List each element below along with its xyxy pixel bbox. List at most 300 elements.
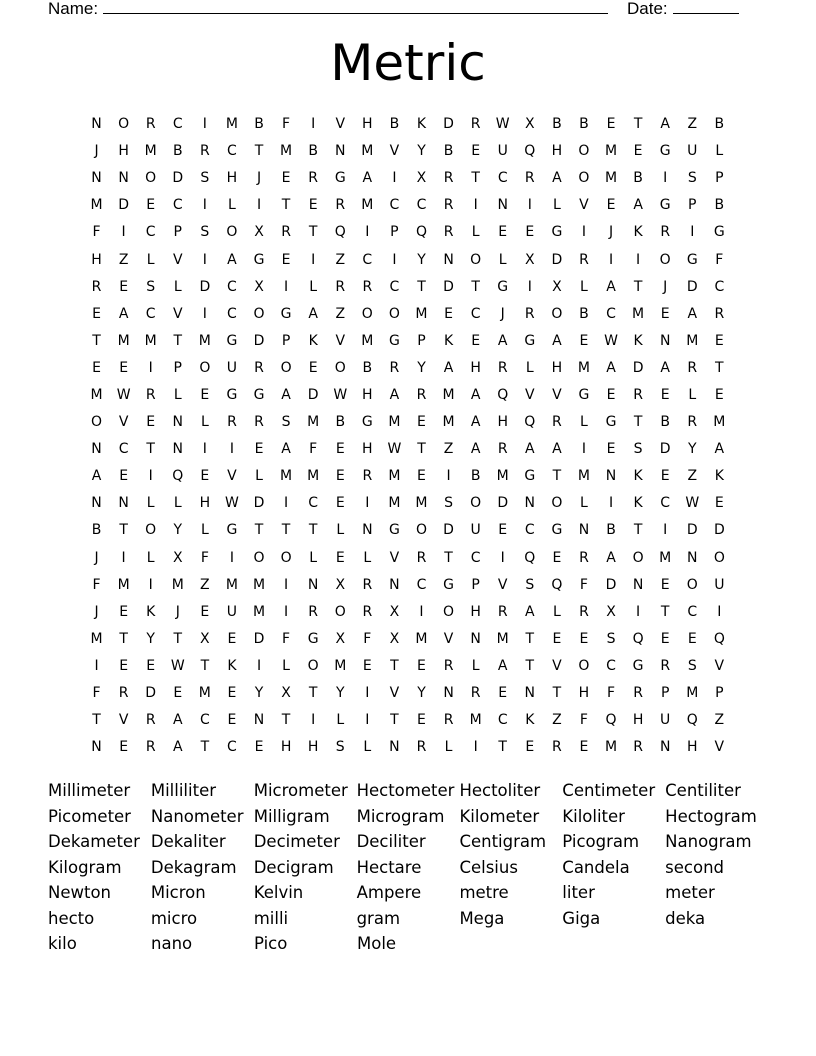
grid-letter[interactable]: N — [91, 495, 102, 512]
grid-letter[interactable]: R — [145, 386, 156, 403]
grid-letter[interactable]: L — [580, 414, 588, 431]
grid-letter[interactable]: X — [172, 549, 183, 566]
grid-letter[interactable]: E — [227, 630, 237, 647]
grid-letter[interactable]: L — [309, 549, 318, 566]
grid-letter[interactable]: M — [388, 468, 401, 485]
grid-letter[interactable]: A — [227, 251, 237, 268]
grid-letter[interactable]: E — [417, 414, 426, 431]
grid-letter[interactable]: B — [552, 116, 562, 133]
grid-letter[interactable]: N — [91, 441, 102, 458]
grid-letter[interactable]: L — [580, 278, 588, 295]
grid-letter[interactable]: R — [308, 603, 319, 620]
grid-letter[interactable]: R — [497, 441, 508, 458]
grid-letter[interactable]: E — [714, 332, 724, 349]
grid-letter[interactable]: V — [172, 305, 183, 322]
grid-letter[interactable]: L — [146, 495, 155, 512]
grid-letter[interactable]: R — [579, 549, 589, 566]
grid-letter[interactable]: A — [606, 359, 616, 376]
grid-letter[interactable]: R — [579, 251, 589, 268]
grid-letter[interactable]: O — [280, 359, 292, 376]
grid-letter[interactable]: M — [686, 332, 699, 349]
grid-letter[interactable]: B — [335, 414, 346, 431]
grid-letter[interactable]: L — [525, 359, 534, 376]
grid-letter[interactable]: A — [497, 332, 508, 349]
grid-letter[interactable]: I — [663, 522, 668, 539]
grid-letter[interactable]: T — [254, 522, 264, 539]
grid-letter[interactable]: R — [335, 278, 346, 295]
grid-letter[interactable]: I — [365, 224, 370, 241]
grid-letter[interactable]: N — [307, 576, 319, 593]
grid-letter[interactable]: A — [172, 712, 183, 729]
grid-letter[interactable]: R — [687, 359, 698, 376]
grid-letter[interactable]: E — [417, 712, 426, 729]
grid-letter[interactable]: N — [172, 414, 184, 431]
grid-letter[interactable]: F — [579, 576, 588, 593]
grid-letter[interactable]: D — [443, 278, 454, 295]
grid-letter[interactable]: M — [90, 386, 103, 403]
grid-letter[interactable]: L — [498, 251, 507, 268]
grid-letter[interactable]: M — [713, 414, 726, 431]
grid-letter[interactable]: I — [202, 197, 207, 214]
grid-letter[interactable]: L — [255, 468, 263, 485]
grid-letter[interactable]: E — [444, 305, 453, 322]
grid-letter[interactable]: E — [660, 576, 670, 593]
grid-letter[interactable]: A — [606, 549, 616, 566]
grid-letter[interactable]: R — [145, 739, 156, 756]
grid-letter[interactable]: E — [660, 468, 670, 485]
grid-letter[interactable]: D — [172, 170, 184, 187]
grid-letter[interactable]: N — [389, 576, 400, 593]
grid-letter[interactable]: L — [363, 549, 372, 566]
grid-letter[interactable]: T — [390, 657, 399, 674]
grid-letter[interactable]: W — [495, 116, 510, 133]
grid-letter[interactable]: E — [146, 657, 156, 674]
grid-letter[interactable]: D — [551, 251, 563, 268]
grid-letter[interactable]: M — [442, 414, 455, 431]
grid-letter[interactable]: W — [604, 332, 618, 349]
grid-letter[interactable]: E — [525, 739, 535, 756]
grid-letter[interactable]: E — [308, 359, 318, 376]
grid-letter[interactable]: L — [309, 278, 318, 295]
grid-letter[interactable]: T — [200, 739, 210, 756]
grid-letter[interactable]: T — [633, 522, 643, 539]
grid-letter[interactable]: H — [551, 359, 563, 376]
grid-letter[interactable]: L — [282, 657, 290, 674]
grid-letter[interactable]: A — [633, 197, 643, 214]
grid-letter[interactable]: L — [444, 739, 453, 756]
grid-letter[interactable]: Y — [417, 685, 426, 702]
grid-letter[interactable]: P — [390, 224, 399, 241]
grid-letter[interactable]: Y — [254, 685, 264, 702]
grid-letter[interactable]: D — [686, 278, 698, 295]
grid-letter[interactable]: I — [473, 197, 478, 214]
grid-letter[interactable]: A — [660, 359, 670, 376]
grid-letter[interactable]: E — [200, 386, 210, 403]
grid-letter[interactable]: Z — [335, 305, 346, 322]
grid-letter[interactable]: S — [444, 495, 453, 512]
grid-letter[interactable]: N — [91, 170, 102, 187]
grid-letter[interactable]: O — [334, 603, 346, 620]
grid-letter[interactable]: R — [281, 224, 291, 241]
grid-letter[interactable]: M — [388, 414, 401, 431]
grid-letter[interactable]: T — [254, 143, 264, 160]
grid-letter[interactable]: M — [415, 495, 428, 512]
grid-letter[interactable]: E — [579, 332, 589, 349]
grid-letter[interactable]: T — [173, 332, 183, 349]
grid-letter[interactable]: K — [443, 332, 454, 349]
grid-letter[interactable]: J — [94, 603, 99, 620]
grid-letter[interactable]: O — [470, 251, 482, 268]
grid-letter[interactable]: N — [443, 685, 454, 702]
grid-letter[interactable]: O — [334, 359, 346, 376]
grid-letter[interactable]: D — [497, 495, 509, 512]
grid-letter[interactable]: R — [552, 414, 562, 431]
grid-letter[interactable]: E — [714, 495, 724, 512]
grid-letter[interactable]: H — [632, 712, 644, 729]
grid-letter[interactable]: Q — [713, 630, 725, 647]
grid-letter[interactable]: L — [715, 143, 724, 160]
grid-letter[interactable]: C — [227, 305, 237, 322]
grid-letter[interactable]: B — [633, 170, 643, 187]
grid-letter[interactable]: R — [416, 739, 427, 756]
grid-letter[interactable]: R — [552, 739, 562, 756]
grid-letter[interactable]: C — [714, 278, 725, 295]
grid-letter[interactable]: P — [688, 197, 697, 214]
grid-letter[interactable]: I — [419, 603, 424, 620]
grid-letter[interactable]: I — [256, 657, 262, 674]
grid-letter[interactable]: C — [497, 712, 508, 729]
grid-letter[interactable]: R — [199, 143, 210, 160]
grid-letter[interactable]: H — [307, 739, 319, 756]
grid-letter[interactable]: I — [500, 549, 505, 566]
grid-letter[interactable]: J — [175, 603, 180, 620]
grid-letter[interactable]: C — [470, 305, 481, 322]
grid-letter[interactable]: C — [416, 197, 427, 214]
grid-letter[interactable]: M — [496, 630, 509, 647]
grid-letter[interactable]: M — [307, 468, 320, 485]
grid-letter[interactable]: T — [471, 278, 480, 295]
grid-letter[interactable]: E — [498, 522, 508, 539]
grid-letter[interactable]: M — [225, 116, 238, 133]
grid-letter[interactable]: B — [714, 197, 725, 214]
grid-letter[interactable]: R — [254, 414, 264, 431]
grid-letter[interactable]: I — [527, 197, 532, 214]
grid-letter[interactable]: I — [663, 170, 668, 187]
grid-letter[interactable]: C — [470, 549, 481, 566]
grid-letter[interactable]: U — [497, 143, 508, 160]
grid-letter[interactable]: E — [579, 630, 589, 647]
grid-letter[interactable]: T — [390, 712, 399, 729]
grid-letter[interactable]: M — [117, 332, 130, 349]
grid-letter[interactable]: A — [470, 441, 481, 458]
grid-letter[interactable]: Z — [118, 251, 129, 268]
grid-letter[interactable]: R — [145, 712, 156, 729]
grid-letter[interactable]: X — [416, 170, 427, 187]
grid-letter[interactable]: O — [632, 549, 644, 566]
grid-letter[interactable]: T — [715, 359, 724, 376]
grid-letter[interactable]: O — [118, 116, 130, 133]
grid-letter[interactable]: U — [660, 712, 671, 729]
grid-letter[interactable]: I — [229, 441, 234, 458]
grid-letter[interactable]: C — [497, 170, 508, 187]
grid-letter[interactable]: K — [308, 332, 318, 349]
grid-letter[interactable]: E — [335, 495, 345, 512]
grid-letter[interactable]: S — [200, 170, 210, 187]
grid-letter[interactable]: V — [714, 657, 725, 674]
grid-letter[interactable]: G — [659, 143, 671, 160]
grid-letter[interactable]: C — [227, 278, 237, 295]
grid-letter[interactable]: A — [714, 441, 725, 458]
grid-letter[interactable]: E — [281, 170, 291, 187]
grid-letter[interactable]: O — [253, 305, 265, 322]
grid-letter[interactable]: H — [362, 386, 373, 403]
grid-letter[interactable]: E — [335, 441, 345, 458]
grid-letter[interactable]: E — [660, 305, 670, 322]
grid-letter[interactable]: B — [254, 116, 264, 133]
grid-letter[interactable]: G — [578, 386, 590, 403]
grid-letter[interactable]: T — [308, 522, 318, 539]
grid-letter[interactable]: N — [687, 549, 698, 566]
grid-letter[interactable]: Y — [417, 143, 426, 160]
grid-letter[interactable]: R — [714, 305, 725, 322]
grid-letter[interactable]: V — [579, 197, 589, 214]
grid-letter[interactable]: B — [660, 414, 670, 431]
grid-letter[interactable]: R — [633, 685, 643, 702]
grid-letter[interactable]: H — [470, 359, 481, 376]
grid-letter[interactable]: R — [145, 116, 156, 133]
grid-letter[interactable]: M — [307, 414, 320, 431]
grid-letter[interactable]: A — [687, 305, 698, 322]
grid-letter[interactable]: N — [172, 441, 184, 458]
grid-letter[interactable]: I — [284, 603, 289, 620]
grid-letter[interactable]: X — [254, 224, 264, 241]
grid-letter[interactable]: D — [145, 685, 157, 702]
grid-letter[interactable]: R — [633, 739, 643, 756]
grid-letter[interactable]: C — [660, 495, 671, 512]
grid-letter[interactable]: V — [335, 332, 346, 349]
grid-letter[interactable]: Q — [415, 224, 427, 241]
grid-letter[interactable]: Y — [335, 685, 345, 702]
grid-letter[interactable]: E — [660, 386, 670, 403]
grid-letter[interactable]: F — [200, 549, 209, 566]
grid-letter[interactable]: I — [365, 685, 370, 702]
grid-letter[interactable]: M — [90, 630, 103, 647]
grid-letter[interactable]: M — [144, 332, 157, 349]
grid-letter[interactable]: I — [284, 495, 289, 512]
grid-letter[interactable]: P — [715, 685, 724, 702]
grid-letter[interactable]: M — [171, 576, 184, 593]
grid-letter[interactable]: H — [362, 116, 373, 133]
grid-letter[interactable]: O — [226, 224, 238, 241]
grid-letter[interactable]: Z — [714, 712, 725, 729]
grid-letter[interactable]: X — [389, 630, 400, 647]
grid-letter[interactable]: M — [361, 143, 374, 160]
grid-letter[interactable]: C — [145, 224, 156, 241]
grid-letter[interactable]: E — [119, 468, 129, 485]
grid-letter[interactable]: E — [714, 386, 724, 403]
grid-letter[interactable]: I — [284, 278, 289, 295]
grid-letter[interactable]: S — [687, 170, 697, 187]
grid-letter[interactable]: S — [281, 414, 291, 431]
grid-letter[interactable]: G — [361, 414, 373, 431]
grid-letter[interactable]: A — [552, 170, 562, 187]
grid-letter[interactable]: R — [687, 414, 698, 431]
grid-letter[interactable]: U — [226, 603, 238, 620]
grid-letter[interactable]: N — [362, 522, 373, 539]
grid-letter[interactable]: N — [524, 495, 536, 512]
grid-letter[interactable]: G — [388, 332, 400, 349]
grid-letter[interactable]: M — [577, 359, 590, 376]
grid-letter[interactable]: T — [552, 468, 562, 485]
grid-letter[interactable]: V — [714, 739, 725, 756]
grid-letter[interactable]: S — [633, 441, 643, 458]
grid-letter[interactable]: I — [121, 224, 126, 241]
grid-letter[interactable]: D — [253, 630, 265, 647]
grid-letter[interactable]: I — [148, 359, 153, 376]
grid-letter[interactable]: R — [118, 685, 129, 702]
grid-letter[interactable]: Q — [524, 549, 536, 566]
grid-letter[interactable]: I — [581, 441, 587, 458]
grid-letter[interactable]: L — [146, 549, 155, 566]
grid-letter[interactable]: B — [579, 305, 589, 322]
grid-letter[interactable]: V — [227, 468, 237, 485]
grid-letter[interactable]: H — [686, 739, 698, 756]
grid-letter[interactable]: N — [91, 116, 102, 133]
grid-letter[interactable]: L — [200, 522, 209, 539]
grid-letter[interactable]: R — [443, 712, 454, 729]
grid-letter[interactable]: X — [552, 278, 562, 295]
grid-letter[interactable]: R — [308, 170, 319, 187]
grid-letter[interactable]: L — [580, 495, 588, 512]
grid-letter[interactable]: E — [606, 116, 616, 133]
grid-letter[interactable]: G — [388, 522, 400, 539]
grid-letter[interactable]: T — [308, 224, 318, 241]
grid-letter[interactable]: V — [389, 549, 400, 566]
grid-letter[interactable]: O — [686, 576, 698, 593]
grid-letter[interactable]: A — [118, 305, 129, 322]
grid-letter[interactable]: C — [416, 576, 427, 593]
grid-letter[interactable]: B — [172, 143, 183, 160]
grid-letter[interactable]: I — [284, 576, 289, 593]
grid-letter[interactable]: L — [471, 657, 480, 674]
grid-letter[interactable]: O — [578, 170, 590, 187]
grid-letter[interactable]: H — [226, 170, 238, 187]
grid-letter[interactable]: C — [308, 495, 319, 512]
grid-letter[interactable]: R — [362, 576, 373, 593]
grid-letter[interactable]: R — [660, 657, 671, 674]
grid-letter[interactable]: V — [525, 386, 535, 403]
grid-letter[interactable]: G — [307, 630, 319, 647]
grid-letter[interactable]: N — [605, 468, 617, 485]
grid-letter[interactable]: T — [281, 712, 291, 729]
grid-letter[interactable]: T — [633, 116, 643, 133]
grid-letter[interactable]: I — [365, 495, 370, 512]
grid-letter[interactable]: R — [524, 170, 535, 187]
grid-letter[interactable]: G — [226, 522, 238, 539]
grid-letter[interactable]: B — [362, 359, 373, 376]
grid-letter[interactable]: Z — [687, 468, 698, 485]
grid-letter[interactable]: C — [524, 522, 535, 539]
grid-letter[interactable]: H — [497, 414, 508, 431]
grid-letter[interactable]: M — [686, 685, 699, 702]
grid-letter[interactable]: G — [226, 386, 238, 403]
grid-letter[interactable]: R — [91, 278, 102, 295]
grid-letter[interactable]: G — [632, 657, 644, 674]
grid-letter[interactable]: Q — [334, 224, 346, 241]
grid-letter[interactable]: R — [335, 197, 346, 214]
grid-letter[interactable]: M — [415, 305, 428, 322]
grid-letter[interactable]: V — [389, 143, 400, 160]
grid-letter[interactable]: X — [335, 576, 346, 593]
grid-letter[interactable]: I — [121, 549, 126, 566]
grid-letter[interactable]: M — [198, 332, 211, 349]
grid-letter[interactable]: I — [636, 251, 641, 268]
grid-letter[interactable]: S — [335, 739, 345, 756]
grid-letter[interactable]: O — [307, 657, 319, 674]
grid-letter[interactable]: I — [365, 712, 370, 729]
grid-letter[interactable]: O — [551, 305, 563, 322]
grid-letter[interactable]: H — [91, 251, 102, 268]
grid-letter[interactable]: F — [363, 630, 372, 647]
grid-letter[interactable]: X — [606, 603, 616, 620]
grid-letter[interactable]: K — [633, 332, 643, 349]
grid-letter[interactable]: N — [578, 522, 590, 539]
grid-letter[interactable]: R — [524, 305, 535, 322]
grid-letter[interactable]: G — [280, 305, 292, 322]
grid-letter[interactable]: Z — [335, 251, 346, 268]
grid-letter[interactable]: E — [606, 197, 616, 214]
grid-letter[interactable]: L — [552, 603, 561, 620]
grid-letter[interactable]: A — [552, 441, 562, 458]
grid-letter[interactable]: F — [92, 576, 101, 593]
grid-letter[interactable]: E — [200, 468, 210, 485]
grid-letter[interactable]: O — [551, 495, 563, 512]
grid-letter[interactable]: W — [685, 495, 700, 512]
grid-letter[interactable]: B — [308, 143, 318, 160]
grid-letter[interactable]: N — [470, 630, 481, 647]
grid-letter[interactable]: D — [686, 522, 698, 539]
grid-letter[interactable]: B — [443, 143, 454, 160]
grid-letter[interactable]: I — [229, 549, 234, 566]
grid-letter[interactable]: T — [525, 657, 535, 674]
grid-letter[interactable]: I — [311, 251, 316, 268]
grid-letter[interactable]: F — [92, 685, 101, 702]
grid-letter[interactable]: C — [389, 197, 400, 214]
grid-letter[interactable]: I — [527, 278, 532, 295]
grid-letter[interactable]: D — [713, 522, 725, 539]
grid-letter[interactable]: P — [173, 359, 182, 376]
grid-letter[interactable]: P — [417, 332, 426, 349]
grid-letter[interactable]: E — [227, 712, 237, 729]
grid-letter[interactable]: A — [470, 386, 481, 403]
grid-letter[interactable]: C — [199, 712, 210, 729]
grid-letter[interactable]: Z — [552, 712, 562, 729]
grid-letter[interactable]: H — [199, 495, 211, 512]
grid-letter[interactable]: E — [254, 441, 264, 458]
grid-letter[interactable]: J — [256, 170, 262, 187]
grid-letter[interactable]: W — [225, 495, 239, 512]
grid-letter[interactable]: F — [282, 116, 291, 133]
grid-letter[interactable]: Y — [173, 522, 183, 539]
grid-letter[interactable]: E — [119, 739, 129, 756]
grid-letter[interactable]: R — [443, 224, 454, 241]
grid-letter[interactable]: U — [226, 359, 238, 376]
grid-letter[interactable]: R — [443, 657, 454, 674]
grid-letter[interactable]: M — [632, 305, 645, 322]
grid-letter[interactable]: R — [633, 386, 643, 403]
grid-letter[interactable]: C — [362, 251, 373, 268]
grid-letter[interactable]: C — [227, 739, 237, 756]
